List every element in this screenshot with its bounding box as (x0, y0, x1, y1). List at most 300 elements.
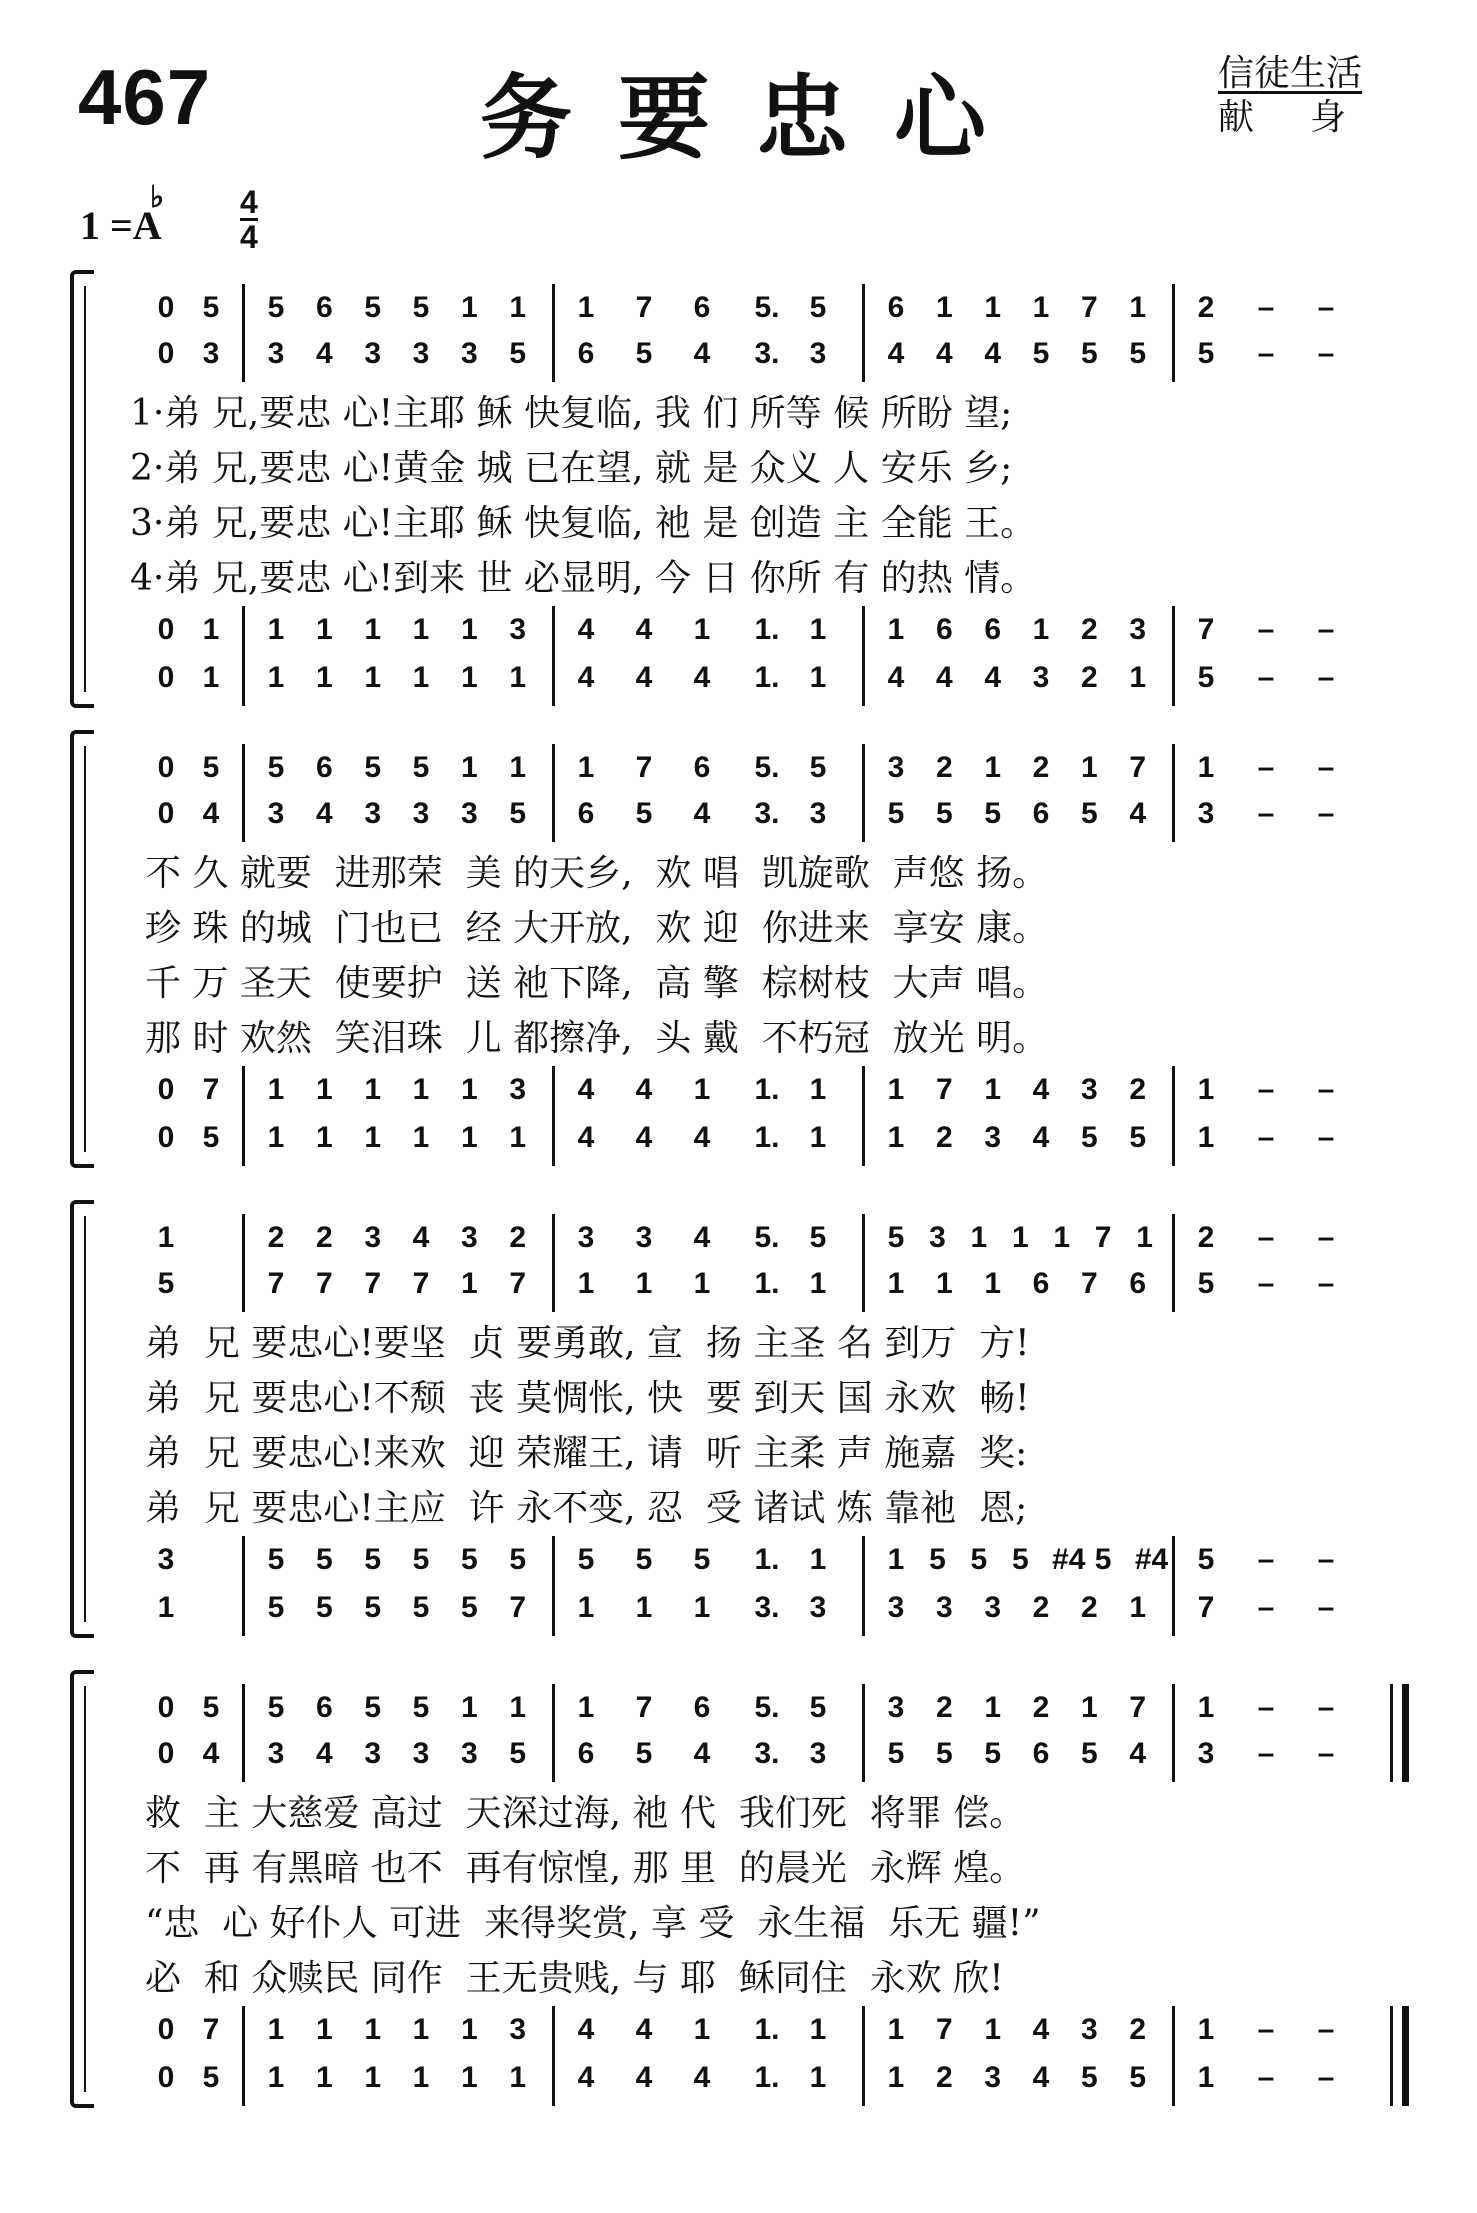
bar-line (552, 606, 555, 658)
note: 1 (267, 2061, 285, 2094)
note: 5 (202, 291, 220, 324)
note: 6 (935, 613, 953, 646)
note: 5 (577, 1543, 595, 1576)
note: 6 (984, 613, 1001, 646)
note: 3. (754, 337, 780, 370)
note: 4 (693, 1121, 711, 1154)
bar-line (862, 654, 865, 706)
note: 3. (754, 797, 780, 830)
bar-line (242, 1214, 245, 1266)
note: 1 (984, 291, 1001, 324)
time-signature (240, 186, 258, 253)
note: 1 (693, 1073, 711, 1106)
note: 7 (364, 1267, 381, 1300)
note: 1 (887, 1267, 905, 1300)
bar-line (242, 1684, 245, 1736)
note: 2 (1080, 1591, 1098, 1624)
note: 5 (315, 1591, 333, 1624)
note: 5 (157, 1267, 175, 1300)
note: – (1317, 751, 1335, 784)
note: 1 (315, 613, 333, 646)
note: 1 (1197, 2013, 1215, 2046)
bar-line (552, 1114, 555, 1166)
note: 3 (509, 2013, 526, 2046)
bar-line (242, 744, 245, 796)
note: 5 (1032, 337, 1050, 370)
note: 5 (509, 337, 526, 370)
note: 5 (267, 1691, 285, 1724)
note: 1 (1197, 1073, 1215, 1106)
hymn-number: 467 (78, 53, 212, 141)
note: 5 (984, 797, 1001, 830)
note: 7 (635, 1691, 653, 1724)
note: 3 (887, 751, 905, 784)
note: 1 (460, 1073, 478, 1106)
note: 5 (267, 1591, 285, 1624)
bar-line (862, 606, 865, 658)
note: 5 (809, 1221, 827, 1254)
note: 4 (202, 1737, 220, 1770)
note: 5 (364, 291, 381, 324)
note: #4 (1134, 1543, 1169, 1576)
note: – (1257, 1737, 1275, 1770)
lyric-line: 弟 兄 要忠心!主应 许 永不变, 忍 受 诸试 炼 靠祂 恩; (145, 1488, 1028, 1529)
note: – (1257, 1691, 1275, 1724)
lyric-line: 2·弟 兄,要忠 心!黄金 城 已在望, 就 是 众义 人 安乐 乡; (130, 448, 1013, 489)
note: – (1317, 613, 1335, 646)
note: 3 (929, 1221, 946, 1254)
note: 5 (1080, 797, 1098, 830)
note: 6 (887, 291, 905, 324)
note: 4 (1129, 1737, 1146, 1770)
note: 0 (157, 797, 175, 830)
note: 1 (693, 1267, 711, 1300)
bar-line (862, 1214, 865, 1266)
note: 1 (267, 613, 285, 646)
note: 4 (693, 797, 711, 830)
note: 1 (809, 1267, 827, 1300)
bar-line (1172, 1684, 1175, 1736)
note: 5 (364, 1543, 381, 1576)
note: 1. (754, 1267, 780, 1300)
note: 1. (754, 1121, 780, 1154)
note: 4 (1032, 2061, 1050, 2094)
final-bar-thin (1390, 2006, 1393, 2058)
note: 3. (754, 1737, 780, 1770)
note: 3 (809, 1737, 827, 1770)
note: 3 (809, 1591, 827, 1624)
note: 5 (364, 1591, 381, 1624)
note: 5 (1080, 1121, 1098, 1154)
lyric-line: 必 和 众赎民 同作 王无贵贱, 与 耶 稣同住 永欢 欣! (145, 1958, 1004, 1999)
note: – (1257, 2061, 1275, 2094)
note: 5 (364, 751, 381, 784)
note: – (1257, 291, 1275, 324)
note: 1 (509, 1691, 526, 1724)
note: 3 (577, 1221, 595, 1254)
note: – (1317, 337, 1335, 370)
note: 5 (202, 2061, 220, 2094)
note: 1 (460, 751, 478, 784)
note: 1 (157, 1221, 175, 1254)
bar-line (242, 1584, 245, 1636)
note: 2 (1197, 291, 1215, 324)
lyric-line: 救 主 大慈爱 高过 天深过海, 祂 代 我们死 将罪 偿。 (145, 1793, 1026, 1834)
note: 5 (412, 1543, 430, 1576)
note: 3 (460, 1737, 478, 1770)
note: 1. (754, 2061, 780, 2094)
note: 5 (1094, 1543, 1112, 1576)
note: 1 (315, 661, 333, 694)
note: 1 (1032, 291, 1050, 324)
note: 3 (1197, 797, 1215, 830)
note: 1 (460, 1121, 478, 1154)
note: 1 (267, 661, 285, 694)
bar-line (1172, 1584, 1175, 1636)
note: 3 (1080, 1073, 1098, 1106)
note: 3 (887, 1591, 905, 1624)
note: 3 (460, 337, 478, 370)
note: 2 (935, 751, 953, 784)
note: 1 (315, 2013, 333, 2046)
lyric-line: 千 万 圣天 使要护 送 祂下降, 高 擎 棕树枝 大声 唱。 (145, 963, 1049, 1004)
bar-line (862, 1536, 865, 1588)
note: 3 (202, 337, 220, 370)
note: 5 (1080, 337, 1098, 370)
system-1 (0, 270, 1477, 710)
time-signature-bottom: 4 (240, 219, 258, 255)
note: 7 (935, 2013, 953, 2046)
note: 2 (935, 1121, 953, 1154)
note: 2 (315, 1221, 333, 1254)
bar-line (552, 744, 555, 796)
bar-line (242, 1536, 245, 1588)
note: 1 (693, 1591, 711, 1624)
note: 4 (887, 337, 905, 370)
note: 4 (693, 337, 711, 370)
note: 2 (1129, 2013, 1146, 2046)
note: 2 (1080, 661, 1098, 694)
note: 4 (984, 337, 1001, 370)
note: 5 (635, 797, 653, 830)
note: 7 (1197, 613, 1215, 646)
note: – (1257, 1591, 1275, 1624)
note: 5 (509, 1543, 526, 1576)
note: 5 (935, 1737, 953, 1770)
note: 7 (202, 2013, 220, 2046)
notation-row (150, 1118, 1380, 1158)
note: 1 (935, 291, 953, 324)
note: 7 (412, 1267, 430, 1300)
notation-row (150, 1688, 1380, 1728)
note: 2 (1032, 751, 1050, 784)
note: 5 (929, 1543, 946, 1576)
note: – (1257, 797, 1275, 830)
note: 1 (809, 613, 827, 646)
bar-line (1172, 606, 1175, 658)
note: 1 (635, 1591, 653, 1624)
note: 1 (1197, 1121, 1215, 1154)
note: 6 (693, 291, 711, 324)
note: 1 (509, 1121, 526, 1154)
note: 6 (315, 1691, 333, 1724)
note: 1 (364, 2061, 381, 2094)
note: 1 (267, 2013, 285, 2046)
bar-line (862, 1684, 865, 1736)
note: 1 (984, 1267, 1001, 1300)
note: – (1257, 1073, 1275, 1106)
bar-line (552, 1214, 555, 1266)
note: 3 (809, 337, 827, 370)
note: 0 (157, 661, 175, 694)
bar-line (1172, 330, 1175, 382)
note: 3 (509, 1073, 526, 1106)
bar-line (552, 2054, 555, 2106)
note: 1 (509, 751, 526, 784)
note: 1 (460, 661, 478, 694)
bar-line (862, 1260, 865, 1312)
bar-line (552, 654, 555, 706)
note: 5 (509, 797, 526, 830)
note: 6 (1129, 1267, 1146, 1300)
bar-line (862, 1114, 865, 1166)
note: 3 (984, 1121, 1001, 1154)
lyric-line: 1·弟 兄,要忠 心!主耶 稣 快复临, 我 们 所等 候 所盼 望; (130, 393, 1013, 434)
note: 4 (635, 1073, 653, 1106)
note: 1 (460, 291, 478, 324)
final-bar-thin (1390, 1730, 1393, 1782)
note: 1 (412, 613, 430, 646)
note: 7 (635, 751, 653, 784)
note: 1 (364, 613, 381, 646)
note: 4 (1032, 1073, 1050, 1106)
note: 3 (157, 1543, 175, 1576)
note: 1 (809, 661, 827, 694)
note: 4 (635, 1121, 653, 1154)
note: 6 (1032, 797, 1050, 830)
note: – (1257, 1121, 1275, 1154)
bar-line (552, 1684, 555, 1736)
note: 1 (1129, 1591, 1146, 1624)
bar-line (552, 1730, 555, 1782)
note: 5 (635, 1543, 653, 1576)
note: 4 (1129, 797, 1146, 830)
note: 3 (984, 2061, 1001, 2094)
note: 3 (460, 1221, 478, 1254)
note: 6 (577, 797, 595, 830)
note: 4 (935, 661, 953, 694)
note: 1 (935, 1267, 953, 1300)
note: – (1257, 1543, 1275, 1576)
note: 6 (315, 291, 333, 324)
note: 3 (1197, 1737, 1215, 1770)
note: 4 (1032, 1121, 1050, 1154)
note: 5 (1080, 2061, 1098, 2094)
note: 2 (935, 2061, 953, 2094)
note: 4 (693, 1221, 711, 1254)
note: 5 (202, 751, 220, 784)
note: 5 (202, 1121, 220, 1154)
bar-line (1172, 284, 1175, 336)
lyric-line: 珍 珠 的城 门也已 经 大开放, 欢 迎 你进来 享安 康。 (145, 908, 1049, 949)
note: – (1317, 1121, 1335, 1154)
note: 0 (157, 337, 175, 370)
bar-line (1172, 1730, 1175, 1782)
bar-line (862, 1584, 865, 1636)
note: 4 (315, 1737, 333, 1770)
note: 3 (267, 337, 285, 370)
note: 1 (1197, 1691, 1215, 1724)
note: 4 (577, 613, 595, 646)
note: 4 (412, 1221, 430, 1254)
note: 3 (1129, 613, 1146, 646)
note: 4 (315, 797, 333, 830)
note: 1. (754, 1073, 780, 1106)
note: 6 (315, 751, 333, 784)
bar-line (1172, 654, 1175, 706)
note: 1 (1011, 1221, 1029, 1254)
notation-row (150, 1588, 1380, 1628)
note: 1 (1032, 613, 1050, 646)
final-bar-thick (1402, 2006, 1409, 2058)
note: 6 (693, 1691, 711, 1724)
note: 1 (577, 1691, 595, 1724)
note: 1 (412, 1073, 430, 1106)
note: 5 (1011, 1543, 1029, 1576)
note: 1 (693, 613, 711, 646)
note: 7 (202, 1073, 220, 1106)
note: – (1317, 1691, 1335, 1724)
bar-line (1172, 744, 1175, 796)
note: 2 (935, 1691, 953, 1724)
note: 1. (754, 2013, 780, 2046)
bar-line (552, 1584, 555, 1636)
note: 1 (460, 2061, 478, 2094)
note: 5 (1129, 337, 1146, 370)
flat-sign: ♭ (150, 181, 165, 214)
note: – (1317, 1737, 1335, 1770)
note: 3 (364, 797, 381, 830)
note: 4 (1032, 2013, 1050, 2046)
lyric-line: “忠 心 好仆人 可进 来得奖赏, 享 受 永生福 乐无 疆!” (145, 1903, 1041, 1944)
note: 5 (984, 1737, 1001, 1770)
system-bracket (70, 270, 94, 708)
note: 0 (157, 1121, 175, 1154)
note: 1 (460, 1267, 478, 1300)
note: 3 (509, 613, 526, 646)
system-bracket (70, 1200, 94, 1638)
note: 7 (1080, 291, 1098, 324)
note: 0 (157, 1691, 175, 1724)
bar-line (862, 2006, 865, 2058)
note: – (1257, 337, 1275, 370)
bar-line (862, 2054, 865, 2106)
note: 1. (754, 613, 780, 646)
note: 6 (577, 1737, 595, 1770)
note: 1 (460, 2013, 478, 2046)
note: 2 (509, 1221, 526, 1254)
note: 5 (509, 1737, 526, 1770)
hymn-title: 务要忠心 (480, 64, 1033, 172)
bar-line (552, 1260, 555, 1312)
bar-line (862, 790, 865, 842)
note: 1 (1129, 291, 1146, 324)
note: 4 (887, 661, 905, 694)
note: – (1317, 1543, 1335, 1576)
note: 1 (364, 1073, 381, 1106)
note: 1 (577, 291, 595, 324)
note: 1 (1080, 751, 1098, 784)
note: 5 (460, 1591, 478, 1624)
final-bar-thick (1402, 1684, 1409, 1736)
note: – (1317, 291, 1335, 324)
bar-line (1172, 1536, 1175, 1588)
note: 5 (315, 1543, 333, 1576)
notation-row (150, 1264, 1380, 1304)
note: 4 (577, 2061, 595, 2094)
note: 0 (157, 1073, 175, 1106)
note: – (1257, 751, 1275, 784)
notation-row (150, 2058, 1380, 2098)
notation-row (150, 1734, 1380, 1774)
note: 5 (364, 1691, 381, 1724)
note: 1 (157, 1591, 175, 1624)
note: 7 (935, 1073, 953, 1106)
note: 5 (1197, 1267, 1215, 1300)
lyric-line: 弟 兄 要忠心!来欢 迎 荣耀王, 请 听 主柔 声 施嘉 奖: (145, 1433, 1028, 1474)
note: 5. (754, 1221, 780, 1254)
note: 3 (887, 1691, 905, 1724)
note: 2 (1032, 1691, 1050, 1724)
final-bar-thick (1402, 1730, 1409, 1782)
note: 3 (364, 337, 381, 370)
note: 2 (1197, 1221, 1215, 1254)
note: 3 (364, 1221, 381, 1254)
note: 5 (460, 1543, 478, 1576)
note: 1 (577, 751, 595, 784)
note: – (1257, 1221, 1275, 1254)
note: 3 (1080, 2013, 1098, 2046)
note: 3 (412, 1737, 430, 1770)
note: 1 (412, 1121, 430, 1154)
notation-row (150, 2010, 1380, 2050)
final-bar-thin (1390, 2054, 1393, 2106)
bar-line (1172, 2006, 1175, 2058)
lyric-line: 不 再 有黑暗 也不 再有惊惶, 那 里 的晨光 永辉 煌。 (145, 1848, 1026, 1889)
note: 5 (635, 1737, 653, 1770)
note: 5. (754, 291, 780, 324)
note: 1 (577, 1267, 595, 1300)
note: 1 (1197, 2061, 1215, 2094)
note: 2 (267, 1221, 285, 1254)
note: 5 (809, 1691, 827, 1724)
note: 4 (577, 1073, 595, 1106)
note: 1 (635, 1267, 653, 1300)
note: 4 (693, 2061, 711, 2094)
note: – (1317, 1221, 1335, 1254)
note: 7 (267, 1267, 285, 1300)
note: 1 (693, 2013, 711, 2046)
note: 1 (984, 1073, 1001, 1106)
note: 5 (635, 337, 653, 370)
note: 4 (202, 797, 220, 830)
note: 1 (509, 291, 526, 324)
note: 5 (1197, 1543, 1215, 1576)
note: 1 (315, 2061, 333, 2094)
note: 1 (412, 661, 430, 694)
note: 5 (887, 1737, 905, 1770)
note: 1 (315, 1121, 333, 1154)
